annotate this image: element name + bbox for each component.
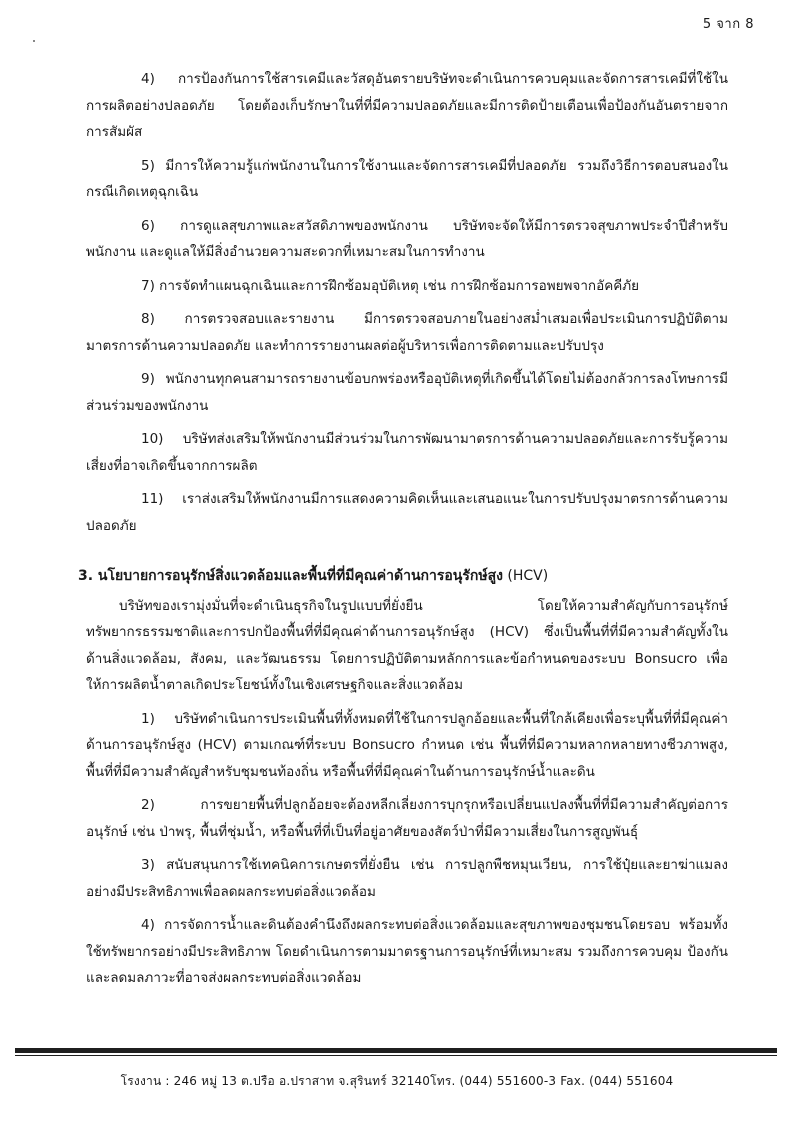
scan-mark — [33, 40, 35, 42]
document-body — [78, 66, 728, 999]
list-item-10-text: 10) บริษัทส่งเสริมให้พนักงานมีส่วนร่วมในการพัฒนามาตรการด้านความปลอดภัยและการรับรู้ความเสี่ยงที่อาจเกิดขึ้นจากการผลิต — [86, 431, 728, 474]
list-item-5 — [86, 153, 728, 206]
list-item-6-text: 6) การดูแลสุขภาพและสวัสดิภาพของพนักงาน บริษัทจะจัดให้มีการตรวจสุขภาพประจำปีสำหรับพนักงาน และดูแลให้มีสิ่งอำนวยความสะดวกที่เหมาะสมในการทำงาน — [86, 217, 728, 260]
list-item-9-text: 9) พนักงานทุกคนสามารถรายงานข้อบกพร่องหรืออุบัติเหตุที่เกิดขึ้นได้โดยไม่ต้องกลัวการลงโทษการมีส่วนร่วมของพนักงาน — [86, 371, 728, 414]
list-item-11 — [86, 486, 728, 539]
list-item-8 — [86, 306, 728, 359]
list-item-5-text: 5) มีการให้ความรู้แก่พนักงานในการใช้งานและจัดการสารเคมีที่ปลอดภัย รวมถึงวิธีการตอบสนองในกรณีเกิดเหตุฉุกเฉิน — [86, 157, 728, 200]
section-3-intro — [86, 593, 728, 699]
section-3-item-3 — [86, 852, 728, 905]
list-item-8-text: 8) การตรวจสอบและรายงาน มีการตรวจสอบภายในอย่างสม่ำเสมอเพื่อประเมินการปฏิบัติตามมาตรการด้านความปลอดภัย และทำการรายงานผลต่อผู้บริหารเพื่อการติดตามและปรับปรุง — [86, 311, 728, 354]
section-3-item-2 — [86, 792, 728, 845]
section-spacer — [86, 546, 728, 563]
section-3-heading — [78, 563, 728, 590]
section-3-intro-text: บริษัทของเรามุ่งมั่นที่จะดำเนินธุรกิจในรูปแบบที่ยั่งยืน โดยให้ความสำคัญกับการอนุรักษ์ทรัพยากรธรรมชาติและการปกป้องพื้นที่ที่มีคุณค่าด้านการอนุรักษ์สูง (HCV) ซึ่งเป็นพื้นที่ที่มีความสำคัญทั้งในด้านสิ่งแวดล้อม, สังคม, และวัฒนธรรม โดยการปฏิบัติตามหลักการและข้อกำหนดของระบบ Bonsucro เพื่อให้การผลิตน้ำตาลเกิดประโยชน์ทั้งในเชิงเศรษฐกิจและสิ่งแวดล้อม — [86, 597, 728, 693]
list-item-4-text: 4) การป้องกันการใช้สารเคมีและวัสดุอันตรายบริษัทจะดำเนินการควบคุมและจัดการสารเคมีที่ใช้ในการผลิตอย่างปลอดภัย โดยต้องเก็บรักษาในที่ที่มีความปลอดภัยและมีการติดป้ายเตือนเพื่อป้องกันอันตรายจากการสัมผัส — [86, 71, 728, 140]
section-3-heading-suffix: (HCV) — [502, 568, 549, 584]
footer-divider-thick — [15, 1048, 777, 1053]
page-indicator: 5 จาก 8 — [702, 17, 754, 32]
footer-address: โรงงาน : 246 หมู่ 13 ต.ปรือ อ.ปราสาท จ.สุรินทร์ 32140โทร. (044) 551600-3 Fax. (044) 551604 — [120, 1074, 674, 1088]
list-item-4 — [86, 66, 728, 146]
list-item-9 — [86, 366, 728, 419]
section-3-item-1-text: 1) บริษัทดำเนินการประเมินพื้นที่ทั้งหมดที่ใช้ในการปลูกอ้อยและพื้นที่ใกล้เคียงเพื่อระบุพื้นที่ที่มีคุณค่าด้านการอนุรักษ์สูง (HCV) ตามเกณฑ์ที่ระบบ Bonsucro กำหนด เช่น พื้นที่ที่มีความหลากหลายทางชีวภาพสูง, พื้นที่ที่มีความสำคัญสำหรับชุมชนท้องถิ่น หรือพื้นที่ที่มีคุณค่าในด้านการอนุรักษ์น้ำและดิน — [86, 710, 728, 780]
list-item-7-text: 7) การจัดทำแผนฉุกเฉินและการฝึกซ้อมอุบัติเหตุ เช่น การฝึกซ้อมการอพยพจากอัคคีภัย — [141, 277, 640, 294]
section-3-item-1 — [86, 706, 728, 786]
section-3-item-4 — [86, 912, 728, 992]
list-item-10 — [86, 426, 728, 479]
section-3-item-2-text: 2) การขยายพื้นที่ปลูกอ้อยจะต้องหลีกเลี่ยงการบุกรุกหรือเปลี่ยนแปลงพื้นที่ที่มีความสำคัญต่อการอนุรักษ์ เช่น ป่าพรุ, พื้นที่ชุ่มน้ำ, หรือพื้นที่ที่เป็นที่อยู่อาศัยของสัตว์ป่าที่มีความเสี่ยงในการสูญพันธุ์ — [86, 797, 728, 840]
list-item-7 — [86, 273, 728, 300]
section-3-heading-text: 3. นโยบายการอนุรักษ์สิ่งแวดล้อมและพื้นที่ที่มีคุณค่าด้านการอนุรักษ์สูง — [78, 568, 503, 584]
footer-divider-thin — [15, 1055, 777, 1056]
section-3-item-4-text: 4) การจัดการน้ำและดินต้องคำนึงถึงผลกระทบต่อสิ่งแวดล้อมและสุขภาพของชุมชนโดยรอบ พร้อมทั้งใช้ทรัพยากรอย่างมีประสิทธิภาพ โดยดำเนินการตามมาตรฐานการอนุรักษ์ที่เหมาะสม รวมถึงการควบคุม ป้องกันและลดมลภาวะที่อาจส่งผลกระทบต่อสิ่งแวดล้อม — [86, 917, 728, 986]
list-item-6 — [86, 213, 728, 266]
list-item-11-text: 11) เราส่งเสริมให้พนักงานมีการแสดงความคิดเห็นและเสนอแนะในการปรับปรุงมาตรการด้านความปลอดภัย — [86, 491, 728, 534]
section-3-item-3-text: 3) สนับสนุนการใช้เทคนิคการเกษตรที่ยั่งยืน เช่น การปลูกพืชหมุนเวียน, การใช้ปุ๋ยและยาฆ่าแมลงอย่างมีประสิทธิภาพเพื่อลดผลกระทบต่อสิ่งแวดล้อม — [86, 857, 728, 900]
